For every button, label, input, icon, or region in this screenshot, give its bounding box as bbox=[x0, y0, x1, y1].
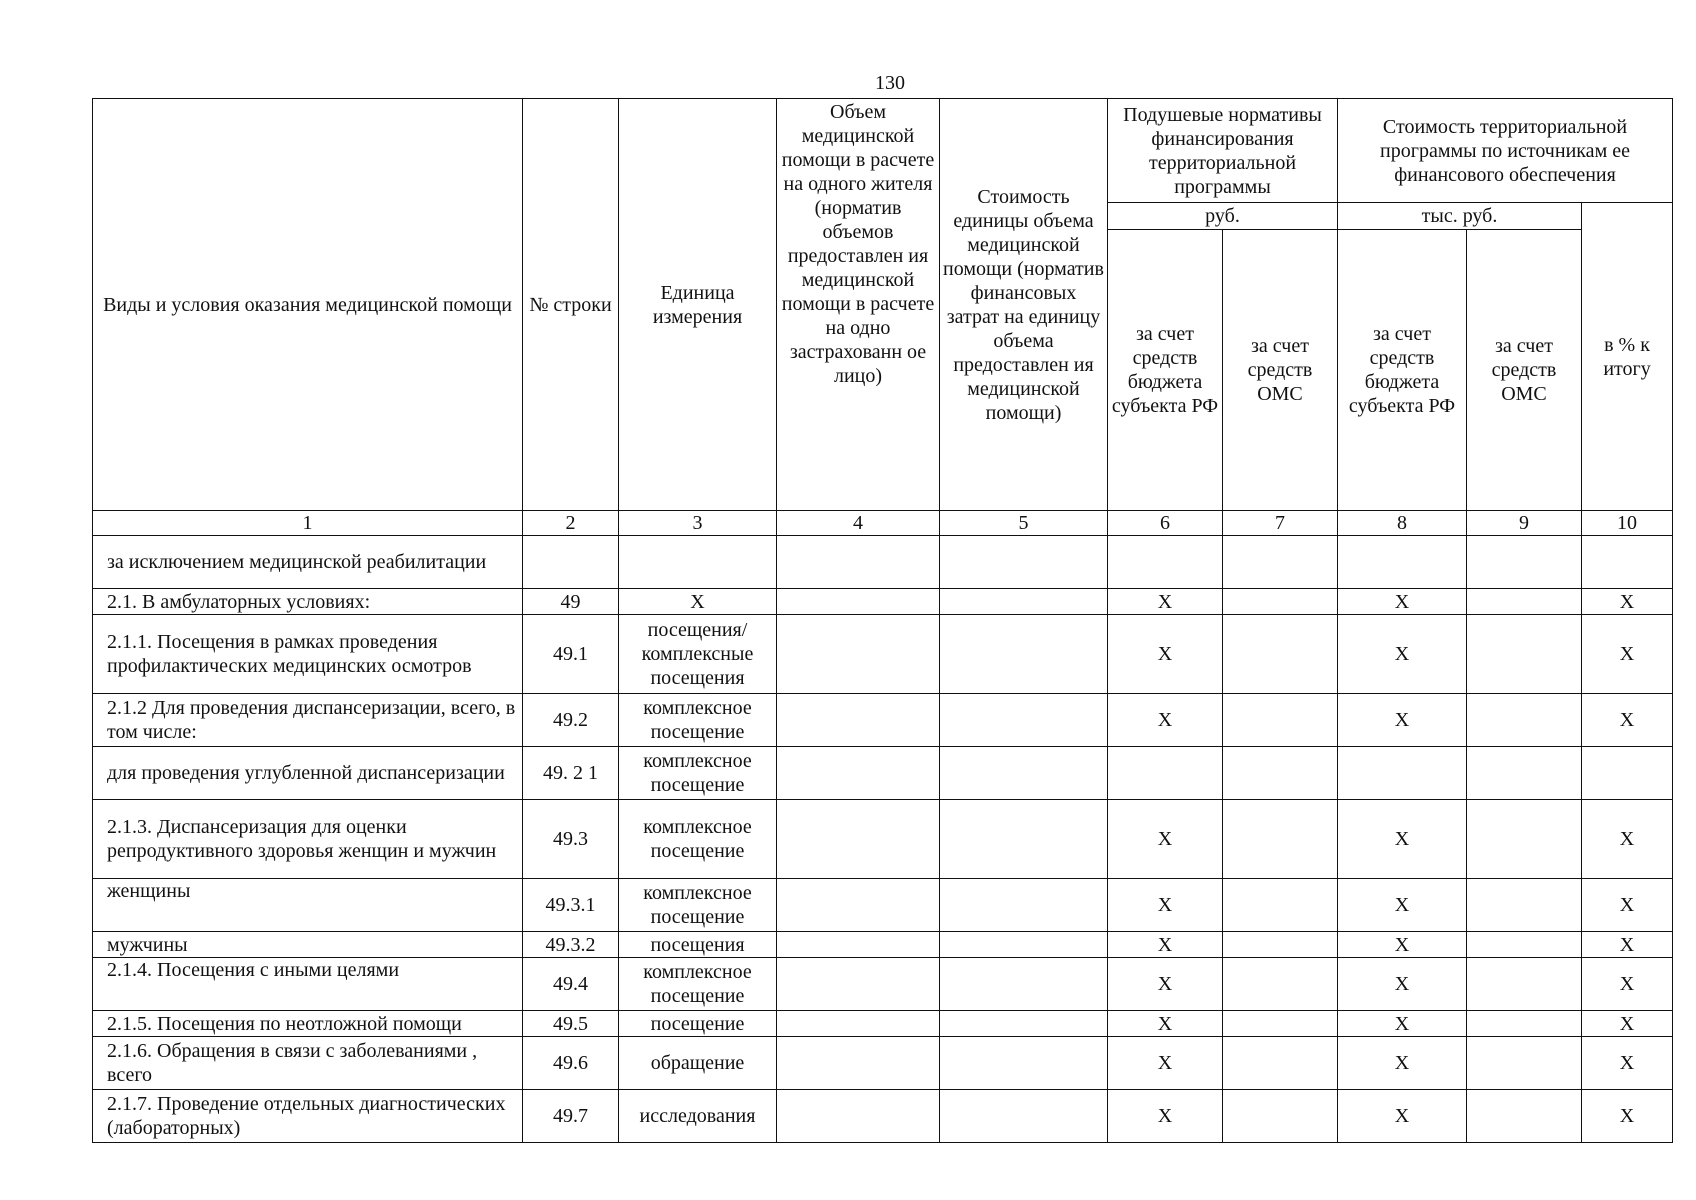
column-number: 9 bbox=[1467, 511, 1582, 536]
column-number: 4 bbox=[777, 511, 940, 536]
unit-cost-cell bbox=[940, 800, 1108, 879]
column-number: 6 bbox=[1108, 511, 1223, 536]
per-capita-oms-cell bbox=[1223, 1090, 1338, 1143]
volume-cell bbox=[777, 958, 940, 1011]
unit-cell: комплексное посещение bbox=[619, 958, 777, 1011]
per-capita-budget-cell: Х bbox=[1108, 879, 1223, 932]
volume-cell bbox=[777, 747, 940, 800]
table-row bbox=[93, 536, 1673, 589]
header-unit: Единица измерения bbox=[619, 99, 777, 511]
header-per-capita-oms: за счет средств ОМС bbox=[1223, 230, 1338, 511]
cost-oms-cell bbox=[1467, 694, 1582, 747]
table-row bbox=[93, 879, 1673, 932]
row-label: 2.1. В амбулаторных условиях: bbox=[93, 589, 523, 615]
header-unit-cost: Стоимость единицы объема медицинской помощи (норматив финансовых затрат на единицу объема предоставлен ия медицинской помощи) bbox=[940, 99, 1108, 511]
unit-cost-cell bbox=[940, 615, 1108, 694]
row-label: женщины bbox=[93, 879, 523, 932]
cost-oms-cell bbox=[1467, 879, 1582, 932]
unit-cell: комплексное посещение bbox=[619, 694, 777, 747]
unit-cell: исследования bbox=[619, 1090, 777, 1143]
column-number: 10 bbox=[1582, 511, 1673, 536]
percent-cell: Х bbox=[1582, 879, 1673, 932]
percent-cell: Х bbox=[1582, 800, 1673, 879]
column-number: 2 bbox=[523, 511, 619, 536]
table-row bbox=[93, 694, 1673, 747]
table-row bbox=[93, 747, 1673, 800]
unit-cell: посещение bbox=[619, 1011, 777, 1037]
program-cost-table bbox=[92, 98, 1673, 1143]
unit-cost-cell bbox=[940, 747, 1108, 800]
unit-cell: комплексное посещение bbox=[619, 879, 777, 932]
row-number: 49.3 bbox=[523, 800, 619, 879]
cost-budget-cell: Х bbox=[1338, 800, 1467, 879]
unit-cell: комплексное посещение bbox=[619, 747, 777, 800]
header-cost-budget: за счет средств бюджета субъекта РФ bbox=[1338, 230, 1467, 511]
row-number: 49.4 bbox=[523, 958, 619, 1011]
per-capita-oms-cell bbox=[1223, 589, 1338, 615]
table-row bbox=[93, 615, 1673, 694]
volume-cell bbox=[777, 536, 940, 589]
cost-oms-cell bbox=[1467, 536, 1582, 589]
percent-cell bbox=[1582, 747, 1673, 800]
page-number: 130 bbox=[875, 72, 905, 94]
percent-cell: Х bbox=[1582, 1090, 1673, 1143]
row-label: 2.1.7. Проведение отдельных диагностических (лабораторных) bbox=[93, 1090, 523, 1143]
cost-oms-cell bbox=[1467, 615, 1582, 694]
percent-cell: Х bbox=[1582, 932, 1673, 958]
row-label: для проведения углубленной диспансеризации bbox=[93, 747, 523, 800]
cost-budget-cell: Х bbox=[1338, 879, 1467, 932]
per-capita-oms-cell bbox=[1223, 615, 1338, 694]
per-capita-budget-cell: Х bbox=[1108, 1090, 1223, 1143]
row-number: 49 bbox=[523, 589, 619, 615]
per-capita-budget-cell: Х bbox=[1108, 1037, 1223, 1090]
row-label: 2.1.4. Посещения с иными целями bbox=[93, 958, 523, 1011]
unit-cost-cell bbox=[940, 932, 1108, 958]
header-unit-thousand-rub: тыс. руб. bbox=[1338, 203, 1582, 230]
cost-oms-cell bbox=[1467, 1011, 1582, 1037]
header-per-capita-budget: за счет средств бюджета субъекта РФ bbox=[1108, 230, 1223, 511]
unit-cell: комплексное посещение bbox=[619, 800, 777, 879]
per-capita-oms-cell bbox=[1223, 800, 1338, 879]
unit-cell: обращение bbox=[619, 1037, 777, 1090]
per-capita-budget-cell bbox=[1108, 536, 1223, 589]
cost-budget-cell: Х bbox=[1338, 958, 1467, 1011]
header-cost-oms: за счет средств ОМС bbox=[1467, 230, 1582, 511]
row-number: 49.5 bbox=[523, 1011, 619, 1037]
per-capita-oms-cell bbox=[1223, 1037, 1338, 1090]
cost-budget-cell: Х bbox=[1338, 694, 1467, 747]
per-capita-oms-cell bbox=[1223, 879, 1338, 932]
row-label: 2.1.5. Посещения по неотложной помощи bbox=[93, 1011, 523, 1037]
volume-cell bbox=[777, 1037, 940, 1090]
cost-oms-cell bbox=[1467, 958, 1582, 1011]
row-number: 49.2 bbox=[523, 694, 619, 747]
row-label: 2.1.6. Обращения в связи с заболеваниями , всего bbox=[93, 1037, 523, 1090]
row-number bbox=[523, 536, 619, 589]
row-label: 2.1.2 Для проведения диспансеризации, всего, в том числе: bbox=[93, 694, 523, 747]
unit-cell: посещения/ комплексные посещения bbox=[619, 615, 777, 694]
table-row bbox=[93, 800, 1673, 879]
row-number: 49.1 bbox=[523, 615, 619, 694]
row-label: за исключением медицинской реабилитации bbox=[93, 536, 523, 589]
column-number-row bbox=[93, 511, 1673, 536]
per-capita-oms-cell bbox=[1223, 747, 1338, 800]
unit-cost-cell bbox=[940, 536, 1108, 589]
unit-cost-cell bbox=[940, 879, 1108, 932]
unit-cost-cell bbox=[940, 1037, 1108, 1090]
cost-budget-cell: Х bbox=[1338, 1090, 1467, 1143]
column-number: 1 bbox=[93, 511, 523, 536]
table-row bbox=[93, 1011, 1673, 1037]
header-per-capita-standards: Подушевые нормативы финансирования территориальной программы bbox=[1108, 99, 1338, 203]
row-label: мужчины bbox=[93, 932, 523, 958]
row-number: 49.7 bbox=[523, 1090, 619, 1143]
per-capita-oms-cell bbox=[1223, 1011, 1338, 1037]
unit-cell: посещения bbox=[619, 932, 777, 958]
cost-budget-cell: Х bbox=[1338, 1037, 1467, 1090]
column-number: 3 bbox=[619, 511, 777, 536]
volume-cell bbox=[777, 615, 940, 694]
cost-budget-cell: Х bbox=[1338, 1011, 1467, 1037]
table-row bbox=[93, 958, 1673, 1011]
row-number: 49.6 bbox=[523, 1037, 619, 1090]
percent-cell: Х bbox=[1582, 1011, 1673, 1037]
percent-cell: Х bbox=[1582, 589, 1673, 615]
row-label: 2.1.1. Посещения в рамках проведения профилактических медицинских осмотров bbox=[93, 615, 523, 694]
table-row bbox=[93, 932, 1673, 958]
table-row bbox=[93, 589, 1673, 615]
column-number: 5 bbox=[940, 511, 1108, 536]
cost-oms-cell bbox=[1467, 800, 1582, 879]
cost-budget-cell: Х bbox=[1338, 615, 1467, 694]
per-capita-budget-cell: Х bbox=[1108, 589, 1223, 615]
cost-oms-cell bbox=[1467, 1037, 1582, 1090]
cost-budget-cell: Х bbox=[1338, 932, 1467, 958]
row-number: 49.3.1 bbox=[523, 879, 619, 932]
volume-cell bbox=[777, 1090, 940, 1143]
cost-oms-cell bbox=[1467, 589, 1582, 615]
per-capita-oms-cell bbox=[1223, 932, 1338, 958]
cost-budget-cell bbox=[1338, 747, 1467, 800]
per-capita-budget-cell: Х bbox=[1108, 958, 1223, 1011]
per-capita-oms-cell bbox=[1223, 694, 1338, 747]
header-volume-per-capita: Объем медицинской помощи в расчете на одного жителя (норматив объемов предоставлен ия медицинской помощи в расчете на одно застрахованн ое лицо) bbox=[777, 99, 940, 511]
percent-cell: Х bbox=[1582, 1037, 1673, 1090]
row-number: 49.3.2 bbox=[523, 932, 619, 958]
cost-oms-cell bbox=[1467, 747, 1582, 800]
per-capita-budget-cell bbox=[1108, 747, 1223, 800]
table-row bbox=[93, 1037, 1673, 1090]
column-number: 8 bbox=[1338, 511, 1467, 536]
cost-oms-cell bbox=[1467, 932, 1582, 958]
unit-cell bbox=[619, 536, 777, 589]
unit-cost-cell bbox=[940, 694, 1108, 747]
cost-budget-cell bbox=[1338, 536, 1467, 589]
header-program-cost: Стоимость территориальной программы по источникам ее финансового обеспечения bbox=[1338, 99, 1673, 203]
volume-cell bbox=[777, 800, 940, 879]
volume-cell bbox=[777, 879, 940, 932]
per-capita-oms-cell bbox=[1223, 536, 1338, 589]
cost-budget-cell: Х bbox=[1338, 589, 1467, 615]
per-capita-budget-cell: Х bbox=[1108, 1011, 1223, 1037]
unit-cost-cell bbox=[940, 589, 1108, 615]
cost-oms-cell bbox=[1467, 1090, 1582, 1143]
table-row bbox=[93, 1090, 1673, 1143]
unit-cell: Х bbox=[619, 589, 777, 615]
column-number: 7 bbox=[1223, 511, 1338, 536]
per-capita-oms-cell bbox=[1223, 958, 1338, 1011]
header-percent-of-total: в % к итогу bbox=[1582, 203, 1673, 511]
percent-cell: Х bbox=[1582, 958, 1673, 1011]
per-capita-budget-cell: Х bbox=[1108, 800, 1223, 879]
volume-cell bbox=[777, 1011, 940, 1037]
percent-cell: Х bbox=[1582, 615, 1673, 694]
volume-cell bbox=[777, 694, 940, 747]
unit-cost-cell bbox=[940, 1090, 1108, 1143]
row-label: 2.1.3. Диспансеризация для оценки репродуктивного здоровья женщин и мужчин bbox=[93, 800, 523, 879]
per-capita-budget-cell: Х bbox=[1108, 694, 1223, 747]
volume-cell bbox=[777, 589, 940, 615]
per-capita-budget-cell: Х bbox=[1108, 615, 1223, 694]
percent-cell bbox=[1582, 536, 1673, 589]
unit-cost-cell bbox=[940, 958, 1108, 1011]
header-unit-rub: руб. bbox=[1108, 203, 1338, 230]
header-kinds-and-conditions: Виды и условия оказания медицинской помощи bbox=[93, 99, 523, 511]
row-number: 49. 2 1 bbox=[523, 747, 619, 800]
volume-cell bbox=[777, 932, 940, 958]
percent-cell: Х bbox=[1582, 694, 1673, 747]
per-capita-budget-cell: Х bbox=[1108, 932, 1223, 958]
unit-cost-cell bbox=[940, 1011, 1108, 1037]
header-row-number: № строки bbox=[523, 99, 619, 511]
